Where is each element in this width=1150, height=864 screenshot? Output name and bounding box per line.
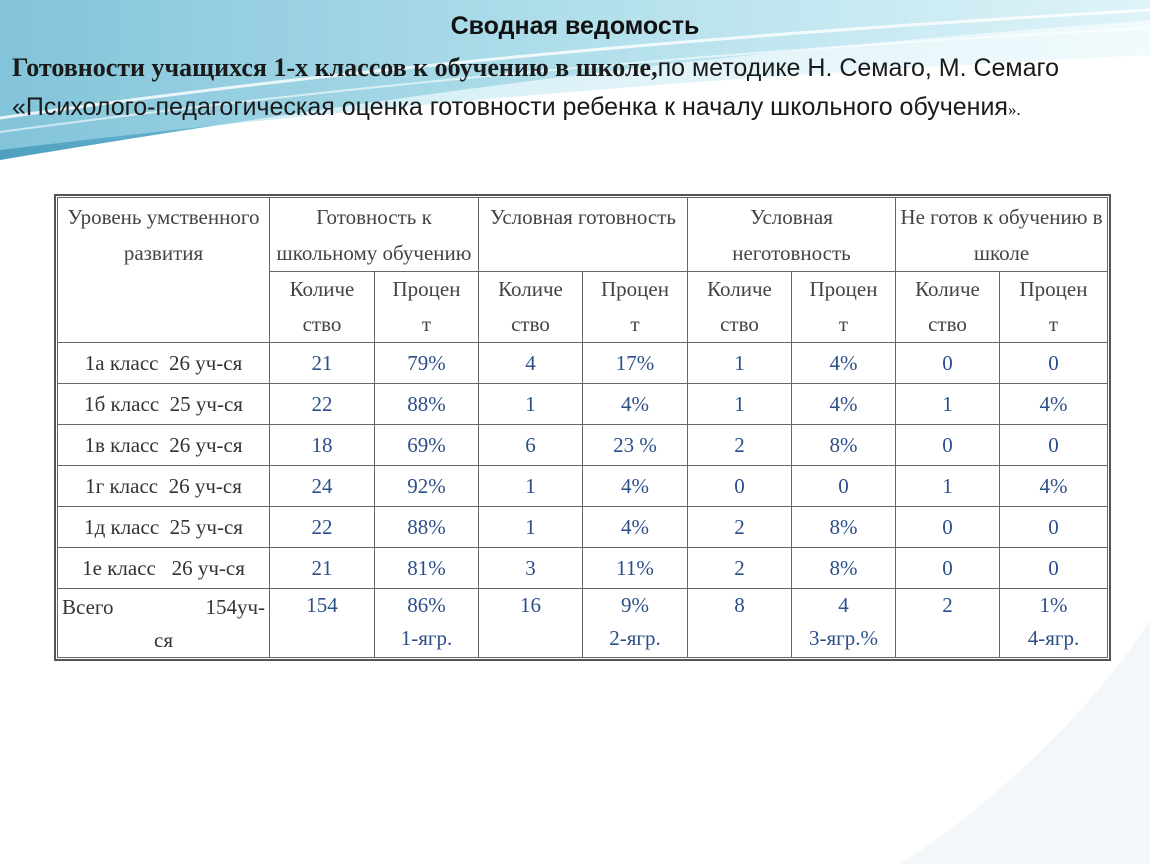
percent-cell: 8% <box>792 548 896 589</box>
percent-cell: 0 <box>1000 548 1108 589</box>
total-label-second-line: ся <box>154 628 173 652</box>
count-cell: 1 <box>688 384 792 425</box>
percent-cell: 79% <box>375 343 479 384</box>
subheader-percent-line1: Процен <box>392 277 461 301</box>
subheader-percent-line2: т <box>630 312 640 336</box>
summary-table <box>57 197 1108 658</box>
table-row <box>58 425 1108 466</box>
subheader-percent <box>583 272 688 343</box>
subheader-count-line1: Количе <box>915 277 980 301</box>
total-percent-cell <box>375 589 479 658</box>
total-rank: 1-ягр. <box>400 626 453 650</box>
group-header-conditional-unready: Условная неготовность <box>688 198 896 272</box>
table-total-row <box>58 589 1108 658</box>
count-cell: 1 <box>688 343 792 384</box>
count-cell: 22 <box>270 507 375 548</box>
row-label: 1д класс 25 уч-ся <box>58 507 270 548</box>
percent-cell: 0 <box>1000 507 1108 548</box>
row-label: 1е класс 26 уч-ся <box>58 548 270 589</box>
subheader-count-line2: ство <box>302 312 342 336</box>
percent-cell: 0 <box>1000 343 1108 384</box>
total-value: 9% <box>621 593 649 617</box>
percent-cell: 92% <box>375 466 479 507</box>
percent-cell: 4% <box>583 384 688 425</box>
count-cell: 0 <box>688 466 792 507</box>
subheader-percent-line1: Процен <box>809 277 878 301</box>
percent-cell: 4% <box>583 466 688 507</box>
table-header-row <box>58 198 1108 272</box>
count-cell: 21 <box>270 548 375 589</box>
total-count-cell <box>688 589 792 658</box>
table-row <box>58 507 1108 548</box>
subheader-percent-line1: Процен <box>1019 277 1088 301</box>
group-header-ready: Готовность к школьному обучению <box>270 198 479 272</box>
count-cell: 0 <box>896 343 1000 384</box>
percent-cell: 23 % <box>583 425 688 466</box>
subheader-count-line1: Количе <box>498 277 563 301</box>
count-cell: 1 <box>896 384 1000 425</box>
percent-cell: 0 <box>1000 425 1108 466</box>
subheader-percent <box>375 272 479 343</box>
subheader-percent <box>792 272 896 343</box>
row-label: 1а класс 26 уч-ся <box>58 343 270 384</box>
count-cell: 0 <box>896 507 1000 548</box>
count-cell: 2 <box>688 425 792 466</box>
count-cell: 2 <box>688 548 792 589</box>
subheader-count-line2: ство <box>720 312 759 336</box>
subheader-percent-line2: т <box>838 312 849 336</box>
table-row <box>58 548 1108 589</box>
total-value: 86% <box>407 593 446 617</box>
total-value: 154 <box>306 593 338 617</box>
total-percent-cell <box>583 589 688 658</box>
count-cell: 1 <box>479 507 583 548</box>
group-header-not-ready: Не готов к обучению в школе <box>896 198 1108 272</box>
total-label <box>58 589 270 658</box>
percent-cell: 11% <box>583 548 688 589</box>
percent-cell: 88% <box>375 384 479 425</box>
total-value: 16 <box>520 593 541 617</box>
total-count-cell <box>479 589 583 658</box>
subheader-count <box>896 272 1000 343</box>
count-cell: 1 <box>479 384 583 425</box>
percent-cell: 17% <box>583 343 688 384</box>
row-label: 1б класс 25 уч-ся <box>58 384 270 425</box>
count-cell: 18 <box>270 425 375 466</box>
subtitle-end-mark: ». <box>1007 100 1021 119</box>
total-value: 1% <box>1039 593 1068 617</box>
subheader-count-line1: Количе <box>707 277 772 301</box>
table-row <box>58 466 1108 507</box>
percent-cell: 81% <box>375 548 479 589</box>
subheader-percent <box>1000 272 1108 343</box>
count-cell: 2 <box>688 507 792 548</box>
subheader-count-line1: Количе <box>289 277 355 301</box>
group-header-conditional-ready: Условная готовность <box>479 198 688 272</box>
total-percent-cell <box>792 589 896 658</box>
subheader-count <box>688 272 792 343</box>
subheader-count <box>479 272 583 343</box>
count-cell: 22 <box>270 384 375 425</box>
count-cell: 4 <box>479 343 583 384</box>
row-label: 1в класс 26 уч-ся <box>58 425 270 466</box>
page-subtitle <box>12 48 1137 129</box>
count-cell: 3 <box>479 548 583 589</box>
count-cell: 1 <box>896 466 1000 507</box>
percent-cell: 88% <box>375 507 479 548</box>
subheader-count <box>270 272 375 343</box>
percent-cell: 4% <box>1000 466 1108 507</box>
total-value: 8 <box>734 593 745 617</box>
count-cell: 21 <box>270 343 375 384</box>
table-row <box>58 384 1108 425</box>
percent-cell: 8% <box>792 425 896 466</box>
total-value: 2 <box>942 593 953 617</box>
page-title: Сводная ведомость <box>450 12 700 40</box>
subheader-percent-line2: т <box>421 312 432 336</box>
total-count-cell <box>270 589 375 658</box>
row-label: 1г класс 26 уч-ся <box>58 466 270 507</box>
percent-cell: 4% <box>583 507 688 548</box>
corner-header: Уровень умственного развития <box>58 198 270 343</box>
percent-cell: 69% <box>375 425 479 466</box>
subheader-percent-line2: т <box>1048 312 1059 336</box>
count-cell: 6 <box>479 425 583 466</box>
count-cell: 24 <box>270 466 375 507</box>
subheader-count-line2: ство <box>511 312 550 336</box>
total-rank: 3-ягр.% <box>808 626 878 650</box>
total-count-cell <box>896 589 1000 658</box>
subtitle-plain-part: по методике Н. Семаго, М. Семаго «Психолого-педагогическая оценка готовности ребенка к началу школьного обучения <box>12 54 1060 121</box>
percent-cell: 8% <box>792 507 896 548</box>
count-cell: 1 <box>479 466 583 507</box>
percent-cell: 4% <box>1000 384 1108 425</box>
count-cell: 0 <box>896 425 1000 466</box>
count-cell: 0 <box>896 548 1000 589</box>
total-rank: 4-ягр. <box>1027 626 1080 650</box>
total-label-left: Всего <box>62 595 114 619</box>
percent-cell: 4% <box>792 343 896 384</box>
percent-cell: 4% <box>792 384 896 425</box>
total-rank: 2-ягр. <box>609 626 661 650</box>
total-label-right: 154уч- <box>205 595 265 619</box>
total-value: 4 <box>838 593 849 617</box>
subtitle-bold-part: Готовности учащихся 1-х классов к обучению в школе, <box>12 53 658 82</box>
total-percent-cell <box>1000 589 1108 658</box>
table-row <box>58 343 1108 384</box>
subheader-percent-line1: Процен <box>601 277 669 301</box>
subheader-count-line2: ство <box>928 312 967 336</box>
percent-cell: 0 <box>792 466 896 507</box>
